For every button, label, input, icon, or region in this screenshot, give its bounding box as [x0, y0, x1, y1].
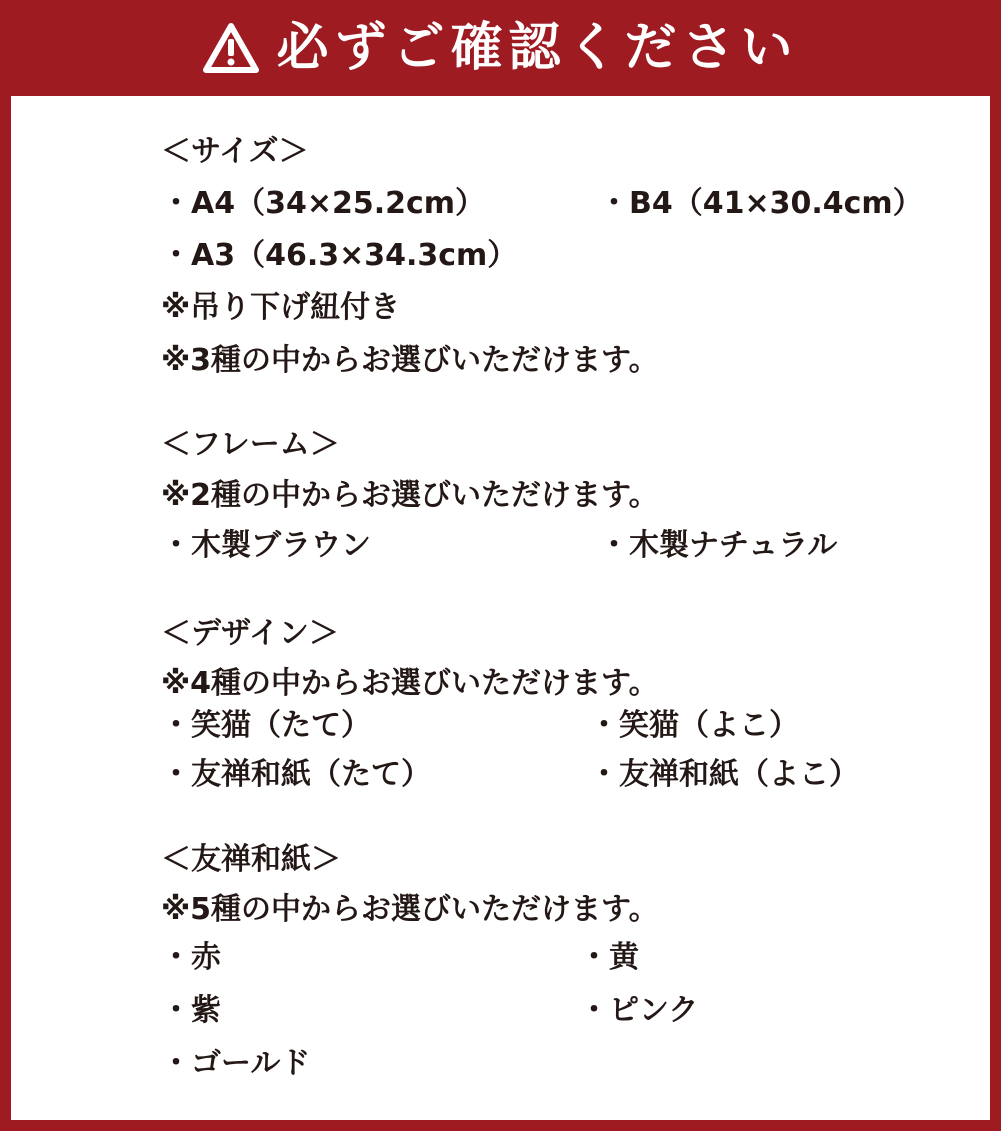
size-item-a3: ・A3（46.3×34.3cm）	[161, 238, 518, 273]
frame-item-natural: ・木製ナチュラル	[599, 528, 838, 563]
notice-panel	[11, 96, 990, 1120]
header-title: 必ずご確認ください	[276, 18, 799, 78]
design-item-yuzen-vertical: ・友禅和紙（たて）	[161, 757, 431, 792]
size-note-cord: ※吊り下げ紐付き	[161, 290, 401, 325]
yuzen-item-red: ・赤	[161, 940, 221, 975]
size-item-b4: ・B4（41×30.4cm）	[599, 186, 923, 221]
design-item-cat-vertical: ・笑猫（たて）	[161, 708, 371, 743]
yuzen-item-purple: ・紫	[161, 993, 221, 1028]
design-item-cat-horizontal: ・笑猫（よこ）	[589, 708, 799, 743]
yuzen-note: ※5種の中からお選びいただけます。	[161, 892, 659, 927]
yuzen-item-gold: ・ゴールド	[161, 1046, 311, 1081]
yuzen-heading: ＜友禅和紙＞	[161, 842, 341, 877]
design-item-yuzen-horizontal: ・友禅和紙（よこ）	[589, 757, 859, 792]
design-heading: ＜デザイン＞	[161, 616, 339, 651]
yuzen-item-yellow: ・黄	[579, 940, 639, 975]
frame-heading: ＜フレーム＞	[161, 427, 340, 462]
size-item-a4: ・A4（34×25.2cm）	[161, 186, 486, 221]
frame-item-brown: ・木製ブラウン	[161, 528, 371, 563]
size-note-choice: ※3種の中からお選びいただけます。	[161, 343, 659, 378]
warning-triangle-icon	[202, 22, 260, 74]
yuzen-item-pink: ・ピンク	[579, 993, 699, 1028]
design-note: ※4種の中からお選びいただけます。	[161, 666, 659, 701]
size-heading: ＜サイズ＞	[161, 134, 309, 169]
notice-header	[0, 0, 1001, 96]
frame-note: ※2種の中からお選びいただけます。	[161, 478, 659, 513]
